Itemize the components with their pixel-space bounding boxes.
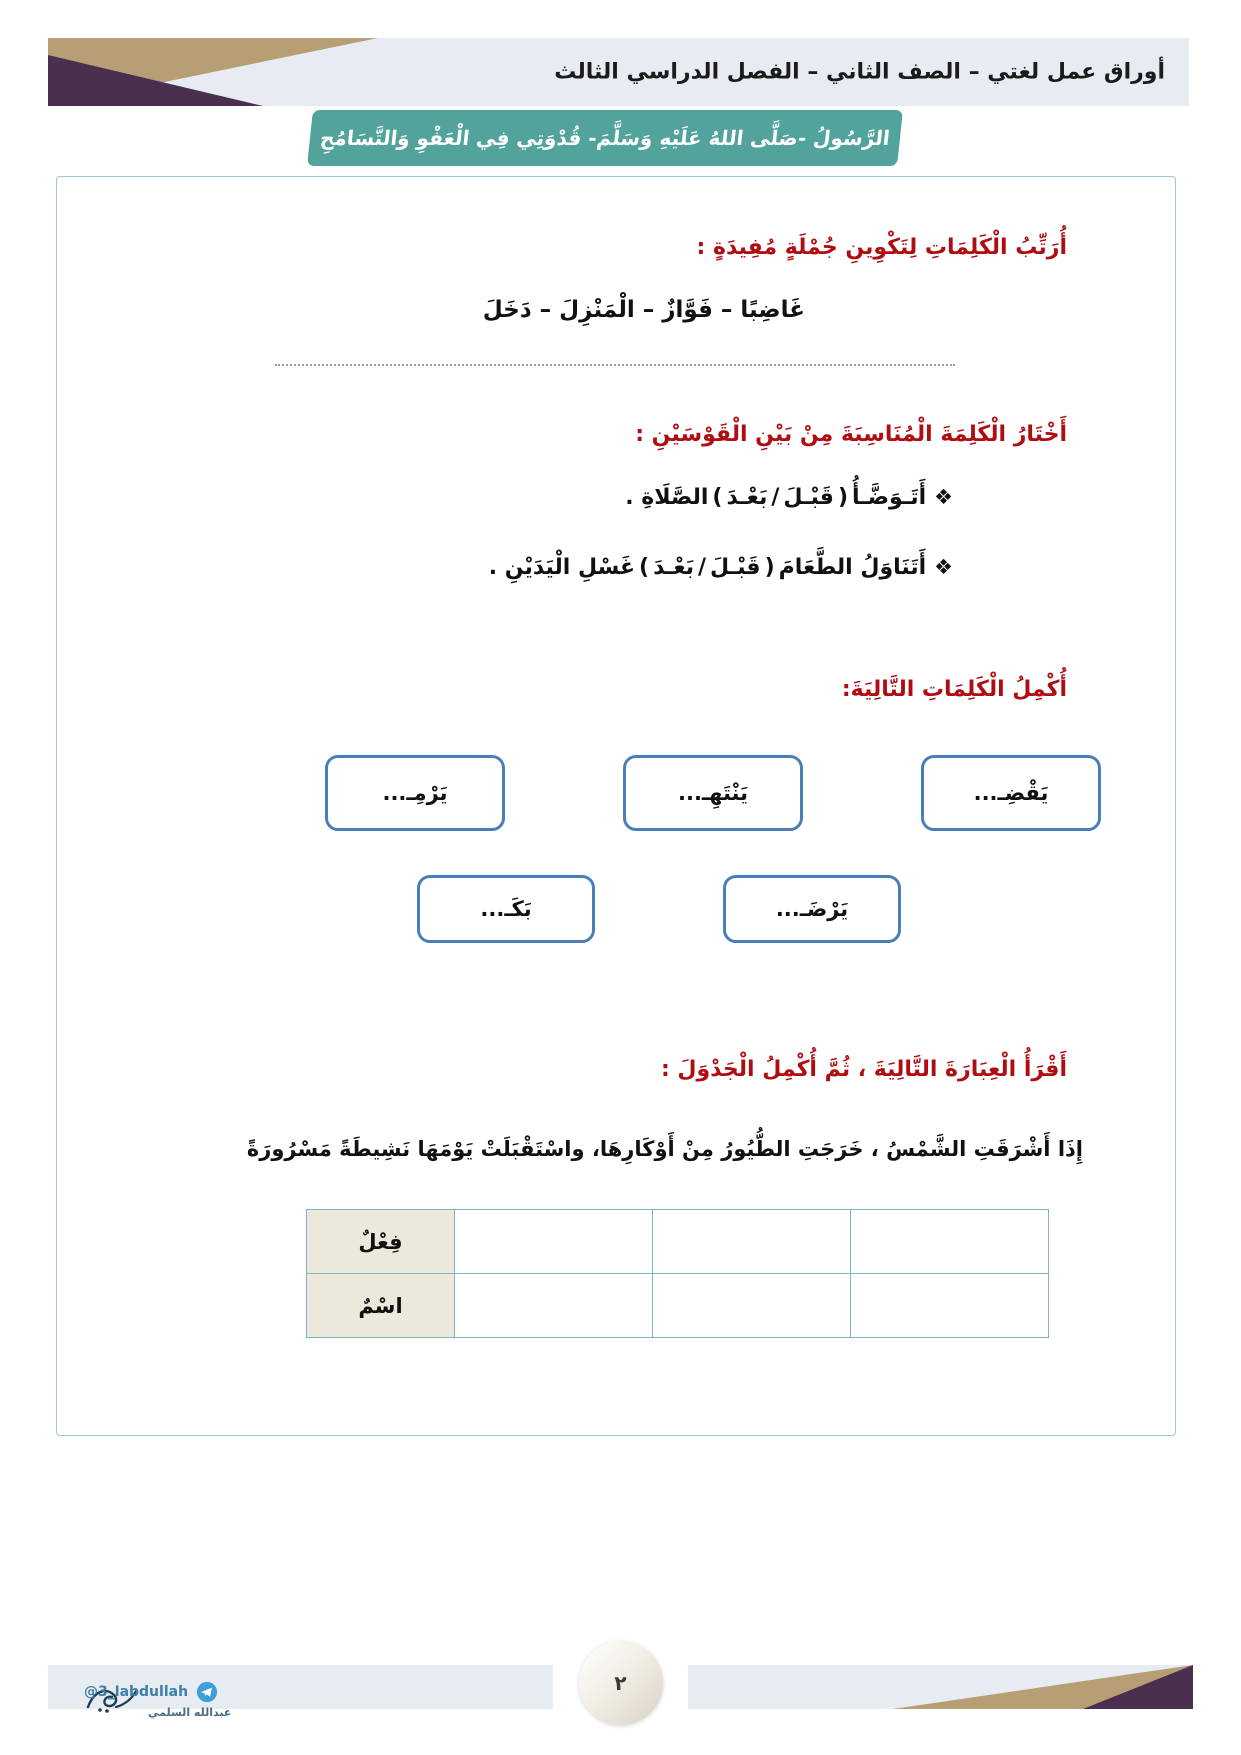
worksheet-content-card xyxy=(56,176,1176,1436)
page-number-badge: ٢ xyxy=(579,1641,663,1725)
table-row xyxy=(307,1210,1049,1274)
open-paren: ( xyxy=(837,485,849,510)
choice-option-a[interactable]: قَبْـلَ xyxy=(710,555,761,580)
diamond-bullet-icon: ❖ xyxy=(934,485,953,509)
exercise-2-item xyxy=(489,555,953,580)
header-title: أوراق عمل لغتي – الصف الثاني – الفصل الدراسي الثالث xyxy=(554,59,1165,85)
header-band xyxy=(48,38,1189,106)
choice-option-a[interactable]: قَبْـلَ xyxy=(783,485,834,510)
exercise-3-box-row-2 xyxy=(417,875,901,943)
parts-of-speech-table xyxy=(306,1209,1049,1338)
table-row xyxy=(307,1274,1049,1338)
choice-suffix: الصَّلَاةِ . xyxy=(625,485,709,510)
author-name: عبدالله السلمي xyxy=(148,1706,232,1719)
exercise-2-heading: أَخْتَارُ الْكَلِمَةَ الْمُنَاسِبَةَ مِنْ بَيْنِ الْقَوْسَيْنِ : xyxy=(635,422,1067,447)
table-cell-empty[interactable] xyxy=(653,1210,851,1274)
choice-prefix: أَتَنَاوَلُ الطَّعَامَ xyxy=(778,555,927,580)
footer-band xyxy=(0,1637,1241,1755)
choice-option-b[interactable]: بَعْـدَ xyxy=(653,555,694,580)
exercise-4-heading: أَقْرَأُ الْعِبَارَةَ التَّالِيَةَ ، ثُمَّ أُكْمِلُ الْجَدْوَلَ : xyxy=(660,1057,1067,1082)
exercise-1-word-list: غَاضِبًا – فَوَّازٌ – الْمَنْزِلَ – دَخَلَ xyxy=(482,297,805,323)
banner-title-text: الرَّسُولُ -صَلَّى اللهُ عَلَيْهِ وَسَلَّمَ- قُدْوَتِي فِي الْعَفْوِ وَالتَّسَامُحِ xyxy=(318,126,891,150)
footer-right-band xyxy=(688,1665,1193,1709)
table-row-label: اسْمٌ xyxy=(307,1274,455,1338)
telegram-handle: @ا_3abdullah xyxy=(84,1684,189,1700)
exercise-4-sentence: إِذَا أَشْرَقَتِ الشَّمْسُ ، خَرَجَتِ الطُّيُورُ مِنْ أَوْكَارِهَا، واسْتَقْبَلَتْ يَوْمَهَا نَشِيطَةً مَسْرُورَةً xyxy=(246,1137,1083,1161)
table-cell-empty[interactable] xyxy=(653,1274,851,1338)
choice-option-b[interactable]: بَعْـدَ xyxy=(726,485,768,510)
close-paren: ) xyxy=(639,555,650,580)
exercise-1-heading: أُرَتِّبُ الْكَلِمَاتِ لِتَكْوِينِ جُمْلَةٍ مُفِيدَةٍ : xyxy=(696,235,1067,260)
choice-separator: / xyxy=(771,485,780,510)
table-cell-empty[interactable] xyxy=(851,1274,1049,1338)
word-completion-box[interactable]: يَرْضَـ... xyxy=(723,875,901,943)
choice-separator: / xyxy=(698,555,707,580)
word-completion-box[interactable]: يَرْمِـ... xyxy=(325,755,505,831)
word-completion-box[interactable]: يَنْتَهِـ... xyxy=(623,755,803,831)
exercise-1-answer-line[interactable] xyxy=(275,364,955,366)
table-cell-empty[interactable] xyxy=(851,1210,1049,1274)
lesson-title-banner xyxy=(310,110,900,166)
table-cell-empty[interactable] xyxy=(455,1274,653,1338)
telegram-link[interactable] xyxy=(84,1681,218,1703)
table-row-label: فِعْلٌ xyxy=(307,1210,455,1274)
word-completion-box[interactable]: بَكَـ... xyxy=(417,875,595,943)
choice-prefix: أَتَـوَضَّـأُ xyxy=(852,485,927,510)
table-cell-empty[interactable] xyxy=(455,1210,653,1274)
diamond-bullet-icon: ❖ xyxy=(934,555,953,579)
telegram-icon xyxy=(196,1681,218,1703)
exercise-3-box-row-1 xyxy=(325,755,1101,831)
open-paren: ( xyxy=(764,555,775,580)
close-paren: ) xyxy=(712,485,723,510)
word-completion-box[interactable]: يَقْضِـ... xyxy=(921,755,1101,831)
exercise-2-item xyxy=(625,485,953,510)
choice-suffix: غَسْلِ الْيَدَيْنِ . xyxy=(488,555,636,580)
exercise-3-heading: أُكْمِلُ الْكَلِمَاتِ التَّالِيَةَ: xyxy=(841,677,1067,702)
